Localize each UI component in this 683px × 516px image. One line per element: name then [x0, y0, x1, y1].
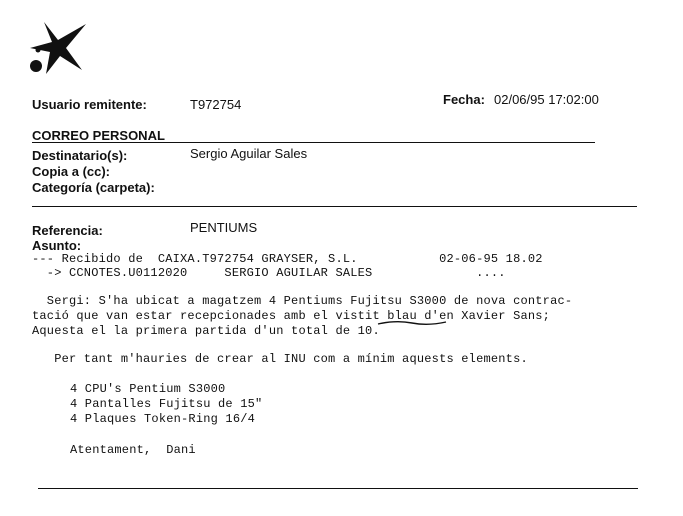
body-line: Aquesta el la primera partida d'un total de 10.: [32, 324, 380, 338]
sender-label: Usuario remitente:: [32, 97, 147, 112]
received-line: --- Recibido de CAIXA.T972754 GRAYSER, S.L. 02-06-95 18.02: [32, 252, 543, 266]
handwritten-underline: [376, 318, 448, 328]
forward-line: -> CCNOTES.U0112020 SERGIO AGUILAR SALES ....: [32, 266, 506, 280]
item-line: 4 Plaques Token-Ring 16/4: [70, 412, 256, 426]
body-line: tació que van estar recepcionades amb el vistit blau d'en Xavier Sans;: [32, 309, 551, 323]
section-divider: [32, 142, 595, 143]
closing-line: Atentament, Dani: [70, 443, 196, 457]
item-line: 4 CPU's Pentium S3000: [70, 382, 226, 396]
recipients-value: Sergio Aguilar Sales: [190, 146, 308, 161]
date-label: Fecha:: [443, 92, 485, 107]
request-line: Per tant m'hauries de crear al INU com a mínim aquests elements.: [32, 352, 528, 366]
footer-divider: [38, 488, 638, 489]
sender-value: T972754: [190, 97, 242, 112]
reference-value: PENTIUMS: [190, 220, 258, 235]
category-label: Categoría (carpeta):: [32, 180, 155, 195]
star-logo-icon: [24, 18, 92, 76]
subject-label: Asunto:: [32, 238, 82, 253]
recipients-label: Destinatario(s):: [32, 148, 128, 163]
body-line: Sergi: S'ha ubicat a magatzem 4 Pentiums Fujitsu S3000 de nova contrac-: [32, 294, 573, 308]
item-line: 4 Pantalles Fujitsu de 15": [70, 397, 263, 411]
section-title: CORREO PERSONAL: [32, 128, 165, 143]
cc-label: Copia a (cc):: [32, 164, 111, 179]
date-value: 02/06/95 17:02:00: [494, 92, 599, 107]
header-divider: [32, 206, 637, 207]
reference-label: Referencia:: [32, 223, 103, 238]
